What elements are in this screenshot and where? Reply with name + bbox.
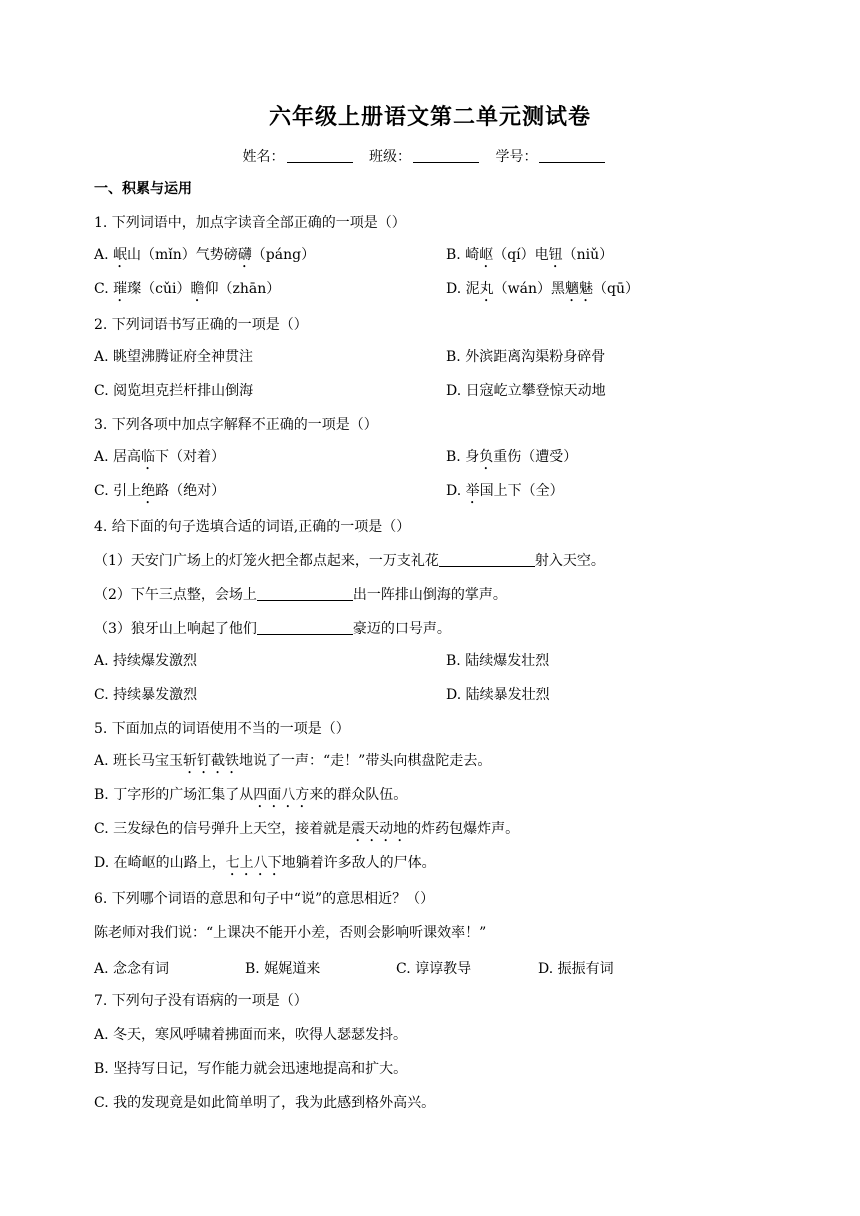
q4-stem: 4. 给下面的句子选填合适的词语,正确的一项是（） [94, 519, 411, 535]
q5-b-text-1: B. 丁字形的广场汇集了从 [94, 787, 254, 803]
q1-a-text-2: 磅 [223, 247, 238, 263]
q4-sentence-2 [94, 586, 507, 604]
q4-s2-blank [257, 586, 353, 601]
q1-c-text-2: 仰（zhān） [204, 281, 281, 297]
q1-c-dotted-1: 璀 [113, 281, 128, 297]
q1-d-text-1: （wán）黑 [493, 281, 565, 297]
q3-a-text-1: A. 居高 [94, 449, 142, 465]
q5-c-dotted: 震天动地 [351, 821, 408, 837]
q1-stem: 1. 下列词语中，加点字读音全部正确的一项是（） [94, 215, 406, 231]
q1-d-dotted-1: 丸 [479, 281, 494, 297]
q6-quote: 陈老师对我们说：“上课决不能开小差，否则会影响听课效率！” [94, 925, 487, 941]
name-blank [287, 148, 353, 163]
q4-sentence-3 [94, 620, 451, 638]
q2-option-c: C. 阅览坦克拦杆排山倒海 [94, 383, 254, 399]
q3-d-text-2: 国上下（全） [479, 483, 564, 499]
q1-b-prefix: B. [446, 247, 466, 263]
q5-option-c [94, 820, 519, 845]
q1-a-dotted-1: 岷 [113, 247, 128, 263]
q5-b-text-2: 来的群众队伍。 [309, 787, 408, 803]
q6-option-b: B. 娓娓道来 [245, 961, 321, 977]
q5-option-d [94, 854, 436, 879]
q5-d-dotted: 七上八下 [225, 855, 282, 871]
q5-option-b [94, 786, 407, 811]
page-title: 六年级上册语文第二单元测试卷 [268, 105, 591, 130]
q5-option-a [94, 752, 491, 777]
q2-stem: 2. 下列词语书写正确的一项是（） [94, 317, 308, 333]
q4-option-c: C. 持续暴发激烈 [94, 687, 198, 703]
q1-option-b [446, 246, 613, 271]
q1-d-prefix: D. 泥 [446, 281, 480, 297]
q4-s1-blank [439, 552, 535, 567]
q5-d-text-2: 地躺着许多敌人的尸体。 [281, 855, 436, 871]
q5-d-text-1: D. 在崎岖的山路上， [94, 855, 226, 871]
q2-option-b: B. 外滨距离沟渠粉身碎骨 [446, 349, 606, 365]
q1-b-dotted-2: 钮 [548, 247, 563, 263]
q1-a-text-3: （páng） [251, 247, 316, 263]
q1-a-dotted-2: 礴 [237, 247, 252, 263]
q5-c-text-2: 的炸药包爆炸声。 [407, 821, 520, 837]
id-blank [539, 148, 605, 163]
q1-option-d [446, 280, 639, 305]
q1-c-dotted-2: 瞻 [190, 281, 205, 297]
q4-s3-text-2: 豪迈的口号声。 [352, 621, 451, 637]
q7-option-a: A. 冬天，寒风呼啸着拂面而来，吹得人瑟瑟发抖。 [94, 1027, 408, 1043]
q4-s3-text-1: （3）狼牙山上响起了他们 [94, 621, 257, 637]
q5-a-text-1: A. 班长马宝玉 [94, 753, 184, 769]
q7-option-b: B. 坚持写日记，写作能力就会迅速地提高和扩大。 [94, 1061, 408, 1077]
q3-c-text-2: 路（绝对） [155, 483, 226, 499]
q5-stem: 5. 下面加点的词语使用不当的一项是（） [94, 721, 350, 737]
q1-option-a [94, 246, 315, 271]
q5-a-dotted: 斩钉截铁 [183, 753, 240, 769]
q3-option-d [446, 482, 564, 507]
q3-a-text-2: 下（对着） [155, 449, 226, 465]
q4-s2-text-1: （2）下午三点整，会场上 [94, 587, 257, 603]
q3-d-text-1: D. [446, 483, 466, 499]
q1-b-text-1: 崎 [465, 247, 480, 263]
q3-stem: 3. 下列各项中加点字解释不正确的一项是（） [94, 417, 378, 433]
q1-b-text-2: （qí）电 [493, 247, 549, 263]
q2-option-d: D. 日寇屹立攀登惊天动地 [446, 383, 606, 399]
q3-c-dotted: 绝 [141, 483, 156, 499]
q7-stem: 7. 下列句子没有语病的一项是（） [94, 993, 308, 1009]
q1-a-prefix: A. [94, 247, 114, 263]
q1-d-dotted-2: 魑魅 [565, 281, 593, 297]
q3-option-a [94, 448, 225, 473]
q6-option-d: D. 振振有词 [538, 961, 614, 977]
q4-s3-blank [257, 620, 353, 635]
name-label: 姓名： [242, 149, 285, 165]
section-heading: 一、积累与运用 [94, 181, 192, 197]
q1-option-c [94, 280, 280, 305]
student-info-row [0, 146, 860, 166]
q5-c-text-1: C. 三发绿色的信号弹升上天空，接着就是 [94, 821, 352, 837]
q5-b-dotted: 四面八方 [253, 787, 310, 803]
q4-option-d: D. 陆续暴发壮烈 [446, 687, 550, 703]
q1-a-text-1: 山（mǐn）气势 [127, 247, 224, 263]
q3-option-b [446, 448, 577, 473]
q3-d-dotted: 举 [465, 483, 480, 499]
q3-b-text-2: 重伤（遭受） [493, 449, 578, 465]
q1-b-text-3: （niǔ） [562, 247, 614, 263]
q4-sentence-1 [94, 552, 605, 570]
q4-option-b: B. 陆续爆发壮烈 [446, 653, 550, 669]
q5-a-text-2: 地说了一声：“走！”带头向棋盘陀走去。 [239, 753, 492, 769]
q3-b-dotted: 负 [479, 449, 494, 465]
q1-c-prefix: C. [94, 281, 114, 297]
id-label: 学号： [495, 149, 538, 165]
q1-c-text-1: 璨（cǔi） [127, 281, 191, 297]
q7-option-c: C. 我的发现竟是如此简单明了，我为此感到格外高兴。 [94, 1095, 436, 1111]
q4-option-a: A. 持续爆发激烈 [94, 653, 198, 669]
q3-c-text-1: C. 引上 [94, 483, 142, 499]
q3-a-dotted: 临 [141, 449, 156, 465]
q3-option-c [94, 482, 225, 507]
q6-option-c: C. 谆谆教导 [396, 961, 472, 977]
class-label: 班级： [369, 149, 411, 165]
q6-stem: 6. 下列哪个词语的意思和句子中“说”的意思相近？（） [94, 891, 435, 907]
q4-s1-text-2: 射入天空。 [534, 553, 605, 569]
class-blank [413, 148, 479, 163]
q2-option-a: A. 眺望沸腾证府全神贯注 [94, 349, 254, 365]
q1-b-dotted-1: 岖 [479, 247, 494, 263]
q3-b-text-1: B. 身 [446, 449, 480, 465]
q4-s1-text-1: （1）天安门广场上的灯笼火把全都点起来，一万支礼花 [94, 553, 439, 569]
q4-s2-text-2: 出一阵排山倒海的掌声。 [352, 587, 507, 603]
q1-d-text-2: （qū） [593, 281, 639, 297]
q6-option-a: A. 念念有词 [94, 961, 170, 977]
